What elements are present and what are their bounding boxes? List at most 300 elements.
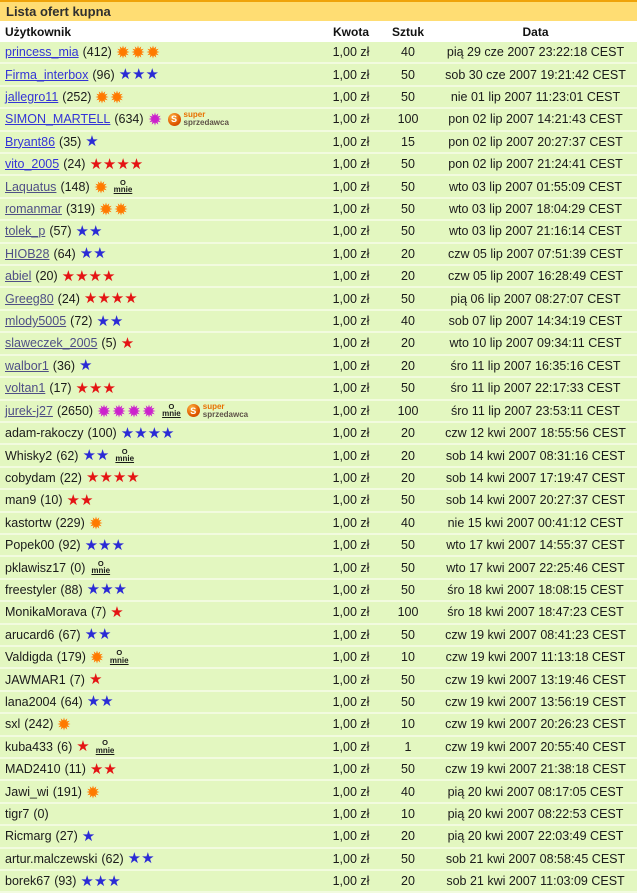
amount-cell: 1,00 zł (332, 672, 370, 687)
table-row (0, 781, 637, 803)
about-me-badge-mnie: mnie (162, 409, 181, 419)
username-link[interactable]: romanmar (5, 202, 62, 217)
feedback-count: (2650) (56, 403, 94, 418)
quantity-cell: 15 (401, 134, 415, 149)
rating-star-icon[interactable]: ★ (88, 672, 103, 688)
amount-cell: 1,00 zł (332, 403, 370, 418)
column-header-date: Data (522, 24, 549, 39)
quantity-cell: 20 (401, 829, 415, 844)
username-link: pklawisz17 (5, 560, 67, 575)
super-seller-label (203, 403, 248, 419)
amount-cell: 1,00 zł (332, 694, 370, 709)
amount-cell: 1,00 zł (332, 560, 370, 575)
user-cell (0, 403, 320, 419)
table-row (0, 87, 637, 109)
about-me-badge-mnie: mnie (113, 185, 133, 195)
username-link: Valdigda (5, 650, 53, 665)
rating-star-icon[interactable]: ★★ (96, 313, 124, 329)
column-header-qty: Sztuk (391, 24, 424, 39)
quantity-cell: 50 (401, 694, 415, 709)
date-cell: wto 03 lip 2007 18:04:29 CEST (448, 202, 623, 217)
feedback-count: (0) (33, 807, 49, 822)
username-link: tigr7 (5, 807, 30, 822)
date-cell: pon 02 lip 2007 21:24:41 CEST (448, 157, 623, 172)
username-link: MAD2410 (5, 762, 61, 777)
username-link: Ricmarg (5, 829, 52, 844)
date-cell: śro 18 kwi 2007 18:08:15 CEST (447, 582, 624, 597)
amount-cell: 1,00 zł (332, 90, 370, 105)
rating-star-icon[interactable]: ★★ (75, 223, 103, 239)
about-me-badge-mnie: mnie (115, 454, 135, 464)
user-cell (0, 358, 320, 373)
rating-star-icon[interactable]: ★★★★ (85, 470, 140, 486)
feedback-count: (191) (52, 784, 82, 799)
table-row (0, 714, 637, 736)
super-seller-label (184, 111, 229, 127)
amount-cell: 1,00 zł (332, 112, 370, 127)
super-seller-label-bottom: sprzedawca (183, 118, 229, 128)
user-cell (0, 739, 320, 755)
amount-cell: 1,00 zł (332, 45, 370, 60)
amount-cell: 1,00 zł (332, 538, 370, 553)
date-cell: wto 17 kwi 2007 22:25:46 CEST (446, 560, 625, 575)
super-seller-label-bottom: sprzedawca (202, 409, 249, 419)
rating-star-icon[interactable]: ★★★★ (120, 425, 175, 441)
feedback-count: (412) (82, 45, 112, 60)
feedback-count: (93) (54, 874, 77, 889)
table-row (0, 647, 637, 669)
table-row (0, 109, 637, 131)
date-cell: sob 21 kwi 2007 08:58:45 CEST (445, 851, 626, 866)
table-row (0, 154, 637, 176)
table-row (0, 356, 637, 378)
user-cell (0, 291, 320, 306)
quantity-cell: 50 (401, 672, 415, 687)
about-me-badge-mnie: mnie (109, 655, 129, 665)
user-cell (0, 627, 320, 642)
rating-star-icon[interactable]: ★★ (66, 492, 94, 508)
user-cell (0, 516, 320, 530)
feedback-count: (64) (53, 246, 76, 261)
user-cell (0, 672, 320, 687)
amount-cell: 1,00 zł (332, 67, 370, 82)
quantity-cell: 20 (401, 336, 415, 351)
super-seller-badge[interactable] (187, 403, 248, 419)
table-row (0, 333, 637, 355)
date-cell: wto 17 kwi 2007 14:55:37 CEST (446, 538, 625, 553)
quantity-cell: 50 (401, 493, 415, 508)
table-row (0, 244, 637, 266)
table-header-row (0, 21, 637, 42)
amount-cell: 1,00 zł (332, 269, 370, 284)
user-cell (0, 246, 320, 261)
username-link: borek67 (5, 874, 51, 889)
date-cell: śro 11 lip 2007 22:17:33 CEST (450, 381, 621, 396)
feedback-count: (242) (24, 717, 54, 732)
feedback-count: (148) (60, 179, 90, 194)
amount-cell: 1,00 zł (332, 336, 370, 351)
feedback-count: (7) (90, 605, 107, 620)
username-link[interactable]: abiel (5, 269, 32, 284)
quantity-cell: 50 (401, 538, 415, 553)
feedback-count: (35) (59, 134, 82, 149)
table-row (0, 468, 637, 490)
feedback-count: (634) (114, 112, 144, 127)
amount-cell: 1,00 zł (332, 851, 370, 866)
quantity-cell: 50 (401, 762, 415, 777)
date-cell: sob 14 kwi 2007 20:27:37 CEST (445, 493, 626, 508)
date-cell: sob 14 kwi 2007 08:31:16 CEST (445, 448, 626, 463)
rating-star-icon[interactable]: ★ (81, 828, 96, 844)
rating-sunburst-icon[interactable] (86, 785, 100, 799)
user-cell (0, 851, 320, 866)
quantity-cell: 50 (401, 157, 415, 172)
date-cell: pią 20 kwi 2007 08:17:05 CEST (447, 784, 624, 799)
amount-cell: 1,00 zł (332, 650, 370, 665)
user-cell (0, 157, 320, 172)
username-link[interactable]: jurek-j27 (5, 403, 53, 418)
user-cell (0, 807, 320, 821)
feedback-count: (5) (101, 336, 117, 351)
quantity-cell: 1 (404, 739, 412, 754)
rating-sunburst-icon[interactable] (94, 180, 108, 194)
user-cell (0, 90, 320, 104)
rating-star-icon[interactable]: ★★★ (84, 537, 125, 553)
username-link[interactable]: mlody5005 (5, 314, 67, 329)
user-cell (0, 134, 320, 149)
rating-sunburst-icon[interactable] (148, 112, 162, 126)
rating-star-icon[interactable]: ★★ (89, 761, 117, 777)
date-cell: sob 14 kwi 2007 17:19:47 CEST (445, 470, 626, 485)
username-link[interactable]: voltan1 (5, 381, 46, 396)
username-link[interactable]: Greeg80 (5, 291, 54, 306)
username-link[interactable]: jallegro11 (5, 90, 59, 105)
table-row (0, 490, 637, 512)
super-seller-badge[interactable] (168, 111, 229, 127)
rating-star-icon[interactable]: ★ (110, 604, 124, 620)
date-cell: czw 19 kwi 2007 21:38:18 CEST (445, 762, 626, 777)
username-link[interactable]: slaweczek_2005 (5, 336, 98, 351)
page-title: Lista ofert kupna (6, 4, 111, 19)
amount-cell: 1,00 zł (332, 134, 370, 149)
super-seller-label-top: super (183, 111, 206, 120)
feedback-count: (22) (59, 470, 82, 485)
amount-cell: 1,00 zł (332, 426, 370, 441)
table-row (0, 288, 637, 310)
date-cell: sob 07 lip 2007 14:34:19 CEST (448, 314, 623, 329)
table-row (0, 266, 637, 288)
table-row (0, 625, 637, 647)
date-cell: czw 19 kwi 2007 08:41:23 CEST (445, 627, 626, 642)
table-row (0, 445, 637, 467)
rating-star-icon[interactable]: ★ (79, 358, 93, 374)
username-link: Whisky2 (5, 448, 53, 463)
quantity-cell: 50 (401, 560, 415, 575)
date-cell: sob 21 kwi 2007 11:03:09 CEST (446, 874, 625, 889)
rating-star-icon[interactable]: ★★★ (80, 873, 121, 889)
amount-cell: 1,00 zł (332, 291, 370, 306)
user-cell (0, 45, 320, 59)
rating-sunburst-icon[interactable] (99, 202, 128, 216)
feedback-count: (20) (35, 269, 58, 284)
rating-star-icon[interactable]: ★★★ (75, 380, 116, 396)
table-row (0, 513, 637, 535)
quantity-cell: 100 (397, 605, 419, 620)
amount-cell: 1,00 zł (332, 157, 370, 172)
rating-sunburst-icon[interactable] (116, 45, 160, 59)
date-cell: czw 05 lip 2007 07:51:39 CEST (447, 246, 624, 261)
table-row (0, 737, 637, 759)
rating-star-icon[interactable]: ★ (120, 335, 135, 351)
amount-cell: 1,00 zł (332, 493, 370, 508)
rating-sunburst-icon[interactable] (97, 404, 156, 418)
table-row (0, 692, 637, 714)
user-cell (0, 694, 320, 709)
about-me-badge[interactable] (162, 403, 181, 419)
quantity-cell: 50 (401, 582, 415, 597)
date-cell: sob 30 cze 2007 19:21:42 CEST (445, 67, 626, 82)
table-row (0, 804, 637, 826)
user-cell (0, 224, 320, 239)
quantity-cell: 40 (401, 515, 415, 530)
username-link[interactable]: Laquatus (5, 179, 57, 194)
username-link[interactable]: Bryant86 (5, 134, 56, 149)
about-me-badge-o: O (168, 402, 175, 411)
feedback-count: (179) (56, 650, 86, 665)
user-cell (0, 336, 320, 351)
rating-star-icon[interactable]: ★★★ (118, 67, 159, 83)
feedback-count: (24) (63, 157, 86, 172)
about-me-badge[interactable] (91, 560, 110, 576)
username-link: MonikaMorava (5, 605, 87, 620)
table-row (0, 871, 637, 893)
quantity-cell: 20 (401, 448, 415, 463)
user-cell (0, 202, 320, 216)
date-cell: pią 20 kwi 2007 08:22:53 CEST (447, 807, 624, 822)
user-cell (0, 717, 320, 731)
user-cell (0, 470, 320, 485)
feedback-count: (62) (56, 448, 79, 463)
date-cell: nie 15 kwi 2007 00:41:12 CEST (447, 515, 624, 530)
table-row (0, 176, 637, 198)
amount-cell: 1,00 zł (332, 829, 370, 844)
user-cell (0, 560, 320, 576)
table-row (0, 64, 637, 86)
amount-cell: 1,00 zł (332, 874, 370, 889)
user-cell (0, 538, 320, 553)
table-row (0, 535, 637, 557)
user-cell (0, 762, 320, 777)
amount-cell: 1,00 zł (332, 605, 370, 620)
rating-star-icon[interactable]: ★ (85, 134, 99, 150)
about-me-badge-o: O (97, 559, 104, 568)
super-seller-icon: S (187, 404, 200, 417)
username-link: arucard6 (5, 627, 55, 642)
user-cell (0, 67, 320, 82)
amount-cell: 1,00 zł (332, 784, 370, 799)
rating-sunburst-icon[interactable] (95, 90, 124, 104)
username-link: adam-rakoczy (5, 426, 84, 441)
amount-cell: 1,00 zł (332, 717, 370, 732)
amount-cell: 1,00 zł (332, 448, 370, 463)
username-link[interactable]: Firma_interbox (5, 67, 89, 82)
feedback-count: (17) (49, 381, 72, 396)
date-cell: czw 12 kwi 2007 18:55:56 CEST (445, 426, 626, 441)
feedback-count: (252) (62, 90, 92, 105)
username-link: Jawi_wi (5, 784, 49, 799)
quantity-cell: 100 (397, 112, 419, 127)
amount-cell: 1,00 zł (332, 739, 370, 754)
username-link: JAWMAR1 (5, 672, 66, 687)
rating-star-icon[interactable]: ★ (76, 739, 90, 755)
about-me-badge[interactable] (96, 739, 115, 755)
table-row (0, 221, 637, 243)
quantity-cell: 50 (401, 381, 415, 396)
quantity-cell: 20 (401, 246, 415, 261)
quantity-cell: 20 (401, 358, 415, 373)
column-header-user: Użytkownik (5, 24, 72, 39)
super-seller-label-top: super (202, 402, 225, 411)
about-me-badge-mnie: mnie (91, 566, 111, 576)
quantity-cell: 20 (401, 426, 415, 441)
username-link: kastortw (5, 515, 52, 530)
user-cell (0, 649, 320, 665)
amount-cell: 1,00 zł (332, 224, 370, 239)
super-seller-icon: S (168, 113, 181, 126)
column-header-amount: Kwota (333, 24, 369, 39)
feedback-count: (64) (60, 694, 83, 709)
user-cell (0, 426, 320, 441)
quantity-cell: 50 (401, 67, 415, 82)
quantity-cell: 50 (401, 291, 415, 306)
rating-star-icon[interactable]: ★★★ (86, 582, 127, 598)
table-row (0, 669, 637, 691)
about-me-badge-o: O (116, 649, 123, 658)
table-row (0, 602, 637, 624)
quantity-cell: 40 (401, 784, 415, 799)
date-cell: wto 03 lip 2007 01:55:09 CEST (448, 179, 623, 194)
amount-cell: 1,00 zł (332, 246, 370, 261)
user-cell (0, 179, 320, 195)
username-link: lana2004 (5, 694, 57, 709)
username-link: cobydam (5, 470, 56, 485)
quantity-cell: 40 (401, 314, 415, 329)
username-link: freestyler (5, 582, 57, 597)
rating-sunburst-icon[interactable] (57, 717, 71, 731)
about-me-badge[interactable] (114, 179, 133, 195)
table-row (0, 580, 637, 602)
rating-star-icon[interactable]: ★★ (82, 447, 110, 464)
date-cell: czw 19 kwi 2007 13:19:46 CEST (445, 672, 626, 687)
table-row (0, 826, 637, 848)
table-row (0, 849, 637, 871)
date-cell: pią 06 lip 2007 08:27:07 CEST (450, 291, 621, 306)
about-me-badge-mnie: mnie (95, 745, 115, 755)
rating-star-icon[interactable]: ★★ (84, 627, 112, 643)
quantity-cell: 20 (401, 269, 415, 284)
user-cell (0, 829, 320, 844)
username-link[interactable]: HIOB28 (5, 246, 50, 261)
amount-cell: 1,00 zł (332, 807, 370, 822)
user-cell (0, 448, 320, 464)
date-cell: pią 29 cze 2007 23:22:18 CEST (446, 45, 625, 60)
quantity-cell: 50 (401, 627, 415, 642)
date-cell: czw 19 kwi 2007 13:56:19 CEST (445, 694, 626, 709)
user-cell (0, 785, 320, 799)
quantity-cell: 40 (401, 45, 415, 60)
rating-star-icon[interactable]: ★★★★ (89, 156, 144, 172)
date-cell: śro 18 kwi 2007 18:47:23 CEST (447, 605, 624, 620)
rating-star-icon[interactable]: ★★ (86, 694, 114, 710)
feedback-count: (92) (58, 538, 81, 553)
date-cell: czw 05 lip 2007 16:28:49 CEST (447, 269, 624, 284)
username-link[interactable]: tolek_p (5, 224, 46, 239)
quantity-cell: 50 (401, 224, 415, 239)
user-cell (0, 874, 320, 889)
username-link: sxl (5, 717, 21, 732)
rating-sunburst-icon[interactable] (89, 516, 103, 530)
user-cell (0, 111, 320, 127)
username-link[interactable]: SIMON_MARTELL (5, 112, 111, 127)
offers-table-body (0, 42, 637, 893)
date-cell: czw 19 kwi 2007 20:55:40 CEST (445, 739, 626, 754)
amount-cell: 1,00 zł (332, 582, 370, 597)
quantity-cell: 50 (401, 202, 415, 217)
date-cell: śro 11 lip 2007 23:53:11 CEST (450, 403, 621, 418)
amount-cell: 1,00 zł (332, 381, 370, 396)
table-row (0, 759, 637, 781)
rating-star-icon[interactable]: ★★ (79, 246, 107, 262)
username-link[interactable]: vito_2005 (5, 157, 60, 172)
date-cell: czw 19 kwi 2007 11:13:18 CEST (445, 650, 626, 665)
feedback-count: (6) (56, 739, 73, 754)
date-cell: nie 01 lip 2007 11:23:01 CEST (450, 90, 621, 105)
page-title-bar (0, 0, 637, 21)
date-cell: pon 02 lip 2007 14:21:43 CEST (448, 112, 623, 127)
rating-star-icon[interactable]: ★★★★ (83, 291, 138, 307)
amount-cell: 1,00 zł (332, 515, 370, 530)
date-cell: śro 11 lip 2007 16:35:16 CEST (450, 358, 621, 373)
feedback-count: (57) (49, 224, 72, 239)
table-row (0, 401, 637, 423)
table-row (0, 423, 637, 445)
about-me-badge[interactable] (115, 448, 134, 464)
table-row (0, 311, 637, 333)
quantity-cell: 10 (401, 717, 415, 732)
date-cell: czw 19 kwi 2007 20:26:23 CEST (445, 717, 626, 732)
feedback-count: (72) (70, 314, 93, 329)
feedback-count: (100) (87, 426, 117, 441)
about-me-badge[interactable] (110, 649, 129, 665)
rating-star-icon[interactable]: ★★★★ (61, 268, 116, 284)
quantity-cell: 100 (397, 403, 419, 418)
username-link[interactable]: princess_mia (5, 45, 79, 60)
table-row (0, 557, 637, 579)
feedback-count: (27) (55, 829, 78, 844)
feedback-count: (0) (70, 560, 86, 575)
feedback-count: (88) (60, 582, 83, 597)
user-cell (0, 605, 320, 620)
username-link: Popek00 (5, 538, 55, 553)
user-cell (0, 314, 320, 329)
username-link[interactable]: walbor1 (5, 358, 49, 373)
rating-sunburst-icon[interactable] (90, 650, 104, 664)
user-cell (0, 381, 320, 396)
date-cell: wto 10 lip 2007 09:34:11 CEST (449, 336, 622, 351)
quantity-cell: 20 (401, 874, 415, 889)
date-cell: wto 03 lip 2007 21:16:14 CEST (448, 224, 623, 239)
rating-star-icon[interactable]: ★★ (127, 851, 155, 867)
